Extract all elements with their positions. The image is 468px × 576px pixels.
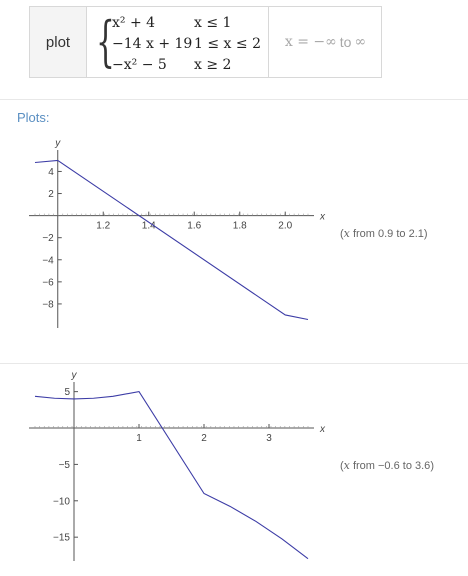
x-tick-label: 1.6 [187, 220, 202, 232]
plot-command-label: plot [30, 7, 87, 77]
piece-3-cond: x ≥ 2 [194, 57, 232, 73]
y-tick-label: −15 [53, 532, 70, 544]
plots-heading: Plots: [17, 110, 50, 125]
section-divider [0, 99, 468, 100]
y-tick-label: −6 [42, 277, 54, 289]
x-axis-label: x [320, 211, 325, 223]
piece-3-expr: −x² − 5 [112, 57, 167, 73]
x-tick-label: 1.8 [232, 220, 247, 232]
y-tick-label: −8 [42, 299, 54, 311]
x-tick-label: 3 [266, 433, 272, 445]
range-to: ∞ [354, 34, 367, 50]
y-axis-label: y [55, 138, 61, 149]
range-eq: = [297, 34, 309, 50]
y-tick-label: −10 [53, 496, 70, 508]
input-panel [29, 6, 382, 78]
range-from: −∞ [313, 34, 337, 50]
x-axis-label: x [320, 424, 325, 436]
plot-2-range-note: (x from −0.6 to 3.6) [340, 459, 434, 472]
x-tick-label: 2.0 [278, 220, 293, 232]
piece-1-expr: x² + 4 [112, 15, 156, 31]
plot-1 [0, 130, 468, 380]
piece-2-expr: −14 x + 19 [112, 36, 193, 52]
x-tick-label: 1.4 [141, 220, 156, 232]
y-tick-label: −4 [42, 255, 54, 267]
range-var: x [284, 34, 293, 50]
y-tick-label: 4 [48, 166, 54, 178]
y-axis-label: y [71, 370, 77, 381]
x-tick-label: 1 [136, 433, 142, 445]
y-tick-label: 2 [48, 189, 54, 201]
piece-1-cond: x ≤ 1 [194, 15, 232, 31]
y-tick-label: −5 [58, 459, 70, 471]
series-line [35, 392, 308, 559]
range-to-word: to [339, 34, 352, 50]
series-line [35, 160, 308, 319]
piecewise-brace: { [96, 10, 115, 73]
plot-divider [0, 363, 468, 364]
piece-2-cond: 1 ≤ x ≤ 2 [194, 36, 261, 52]
y-tick-label: −2 [42, 233, 54, 245]
plot-1-range-note: (x from 0.9 to 2.1) [340, 227, 428, 240]
y-tick-label: 5 [64, 387, 70, 399]
x-tick-label: 2 [201, 433, 207, 445]
x-tick-label: 1.2 [96, 220, 111, 232]
plot-range [268, 7, 382, 77]
